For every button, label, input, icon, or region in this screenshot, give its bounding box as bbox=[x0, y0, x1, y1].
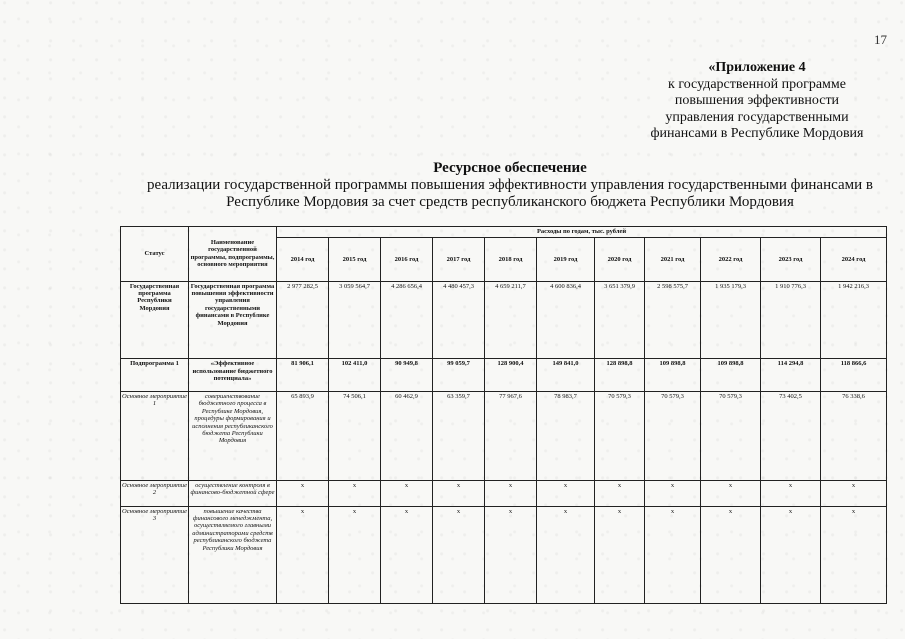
header-year: 2017 год bbox=[433, 238, 485, 281]
annex-line: повышения эффективности bbox=[674, 93, 840, 108]
row-value: 1 935 179,3 bbox=[701, 281, 761, 359]
header-year: 2015 год bbox=[329, 238, 381, 281]
row-value: 81 906,1 bbox=[277, 359, 329, 391]
row-value: 3 059 564,7 bbox=[329, 281, 381, 359]
document-heading: Ресурсное обеспечение bbox=[433, 160, 587, 176]
row-value: х bbox=[433, 506, 485, 603]
row-value: 2 598 575,7 bbox=[645, 281, 701, 359]
row-value: х bbox=[485, 480, 537, 506]
row-status: Государственная программа Республики Мордовия bbox=[121, 281, 189, 359]
header-year: 2023 год bbox=[761, 238, 821, 281]
resource-table-wrap bbox=[120, 226, 886, 604]
table-header-row bbox=[121, 227, 887, 238]
row-status: Основное мероприятие 1 bbox=[121, 391, 189, 480]
row-value: 4 480 457,3 bbox=[433, 281, 485, 359]
row-status: Подпрограмма 1 bbox=[121, 359, 189, 391]
header-name: Наименование государственной программы, подпрограммы, основного мероприятия bbox=[189, 227, 277, 282]
row-value: 1 910 776,3 bbox=[761, 281, 821, 359]
annex-title: «Приложение 4 bbox=[708, 60, 806, 75]
row-value: 3 651 379,9 bbox=[595, 281, 645, 359]
header-year: 2020 год bbox=[595, 238, 645, 281]
row-value: 2 977 282,5 bbox=[277, 281, 329, 359]
page-number: 17 bbox=[874, 32, 887, 47]
row-value: 63 359,7 bbox=[433, 391, 485, 480]
annex-line: управления государственными bbox=[665, 109, 849, 125]
row-value: х bbox=[595, 480, 645, 506]
header-year: 2014 год bbox=[277, 238, 329, 281]
annex-line: финансами в Республике Мордовия bbox=[650, 126, 864, 141]
row-name: Государственная программа повышения эффективности управления государственными финансами в Республике Мордовия bbox=[189, 281, 277, 359]
header-status: Статус bbox=[121, 227, 189, 282]
row-value: х bbox=[537, 480, 595, 506]
annex-block bbox=[637, 60, 877, 143]
table-row bbox=[121, 359, 887, 391]
row-value: 4 286 656,4 bbox=[381, 281, 433, 359]
title-block bbox=[120, 160, 900, 211]
header-expenses: Расходы по годам, тыс. рублей bbox=[277, 227, 887, 238]
row-value: 70 579,3 bbox=[701, 391, 761, 480]
row-value: 60 462,9 bbox=[381, 391, 433, 480]
table-row bbox=[121, 506, 887, 603]
row-value: 128 898,8 bbox=[595, 359, 645, 391]
row-name: повышение качества финансового менеджмента, осуществляемого главными администраторами средств республиканского бюджета Республики Мордовия bbox=[189, 506, 277, 603]
row-value: 73 402,5 bbox=[761, 391, 821, 480]
annex-line: к государственной программе bbox=[668, 76, 846, 92]
row-status: Основное мероприятие 2 bbox=[121, 480, 189, 506]
row-value: 109 898,8 bbox=[701, 359, 761, 391]
row-value: х bbox=[761, 506, 821, 603]
row-value: 65 893,9 bbox=[277, 391, 329, 480]
row-value: х bbox=[433, 480, 485, 506]
row-value: х bbox=[537, 506, 595, 603]
row-name: совершенствование бюджетного процесса в Республике Мордовия, процедуры формирования и исполнения республиканского бюджета Республики Мордовия bbox=[189, 391, 277, 480]
row-value: х bbox=[595, 506, 645, 603]
row-value: 1 942 216,3 bbox=[821, 281, 887, 359]
document-subheading: реализации государственной программы повышения эффективности управления государственными финансами в Республике Мордовия за счет средств республиканского бюджета Республики Мордовия bbox=[147, 177, 873, 210]
row-value: х bbox=[701, 480, 761, 506]
resource-table bbox=[120, 226, 887, 604]
row-value: х bbox=[381, 506, 433, 603]
row-value: 70 579,3 bbox=[645, 391, 701, 480]
row-value: х bbox=[277, 506, 329, 603]
row-name: «Эффективное использование бюджетного потенциала» bbox=[189, 359, 277, 391]
header-year: 2022 год bbox=[701, 238, 761, 281]
header-year: 2016 год bbox=[381, 238, 433, 281]
header-year: 2021 год bbox=[645, 238, 701, 281]
row-value: 70 579,3 bbox=[595, 391, 645, 480]
header-year: 2018 год bbox=[485, 238, 537, 281]
table-row bbox=[121, 391, 887, 480]
row-value: х bbox=[701, 506, 761, 603]
table-row bbox=[121, 480, 887, 506]
row-value: х bbox=[821, 480, 887, 506]
row-value: 77 967,6 bbox=[485, 391, 537, 480]
row-status: Основное мероприятие 3 bbox=[121, 506, 189, 603]
table-row bbox=[121, 281, 887, 359]
row-value: 4 659 211,7 bbox=[485, 281, 537, 359]
row-value: 76 338,6 bbox=[821, 391, 887, 480]
row-value: х bbox=[277, 480, 329, 506]
row-value: х bbox=[381, 480, 433, 506]
row-value: х bbox=[329, 506, 381, 603]
row-value: 128 900,4 bbox=[485, 359, 537, 391]
row-value: х bbox=[821, 506, 887, 603]
header-year: 2019 год bbox=[537, 238, 595, 281]
row-value: 109 898,8 bbox=[645, 359, 701, 391]
header-year: 2024 год bbox=[821, 238, 887, 281]
row-value: 4 600 836,4 bbox=[537, 281, 595, 359]
row-value: х bbox=[485, 506, 537, 603]
row-value: 118 866,6 bbox=[821, 359, 887, 391]
row-value: х bbox=[645, 480, 701, 506]
row-value: 149 841,0 bbox=[537, 359, 595, 391]
row-name: осуществление контроля в финансово-бюджетной сфере bbox=[189, 480, 277, 506]
row-value: х bbox=[761, 480, 821, 506]
row-value: 99 059,7 bbox=[433, 359, 485, 391]
row-value: 78 983,7 bbox=[537, 391, 595, 480]
row-value: 114 294,8 bbox=[761, 359, 821, 391]
row-value: 90 949,8 bbox=[381, 359, 433, 391]
row-value: х bbox=[645, 506, 701, 603]
row-value: 102 411,0 bbox=[329, 359, 381, 391]
row-value: х bbox=[329, 480, 381, 506]
row-value: 74 506,1 bbox=[329, 391, 381, 480]
